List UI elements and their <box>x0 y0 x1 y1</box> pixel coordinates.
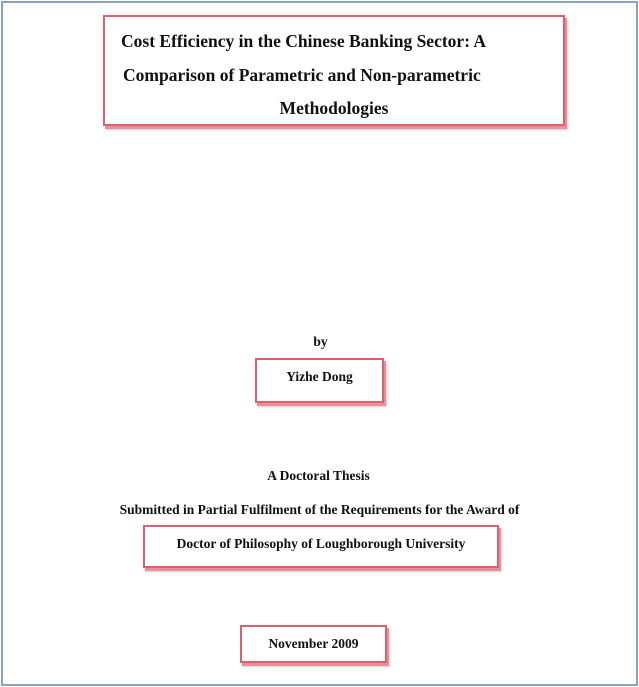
date-box <box>240 625 387 663</box>
submission-statement: Submitted in Partial Fulfilment of the Requirements for the Award of <box>119 502 520 517</box>
title-box <box>103 15 565 126</box>
title-line-1: Cost Efficiency in the Chinese Banking Sector: A <box>121 31 487 51</box>
degree-box <box>143 525 499 568</box>
degree-name: Doctor of Philosophy of Loughborough University <box>176 536 466 551</box>
thesis-type: A Doctoral Thesis <box>267 468 370 483</box>
author-name: Yizhe Dong <box>286 369 353 384</box>
title-line-3: Methodologies <box>279 98 389 118</box>
author-box <box>255 358 384 403</box>
submission-date: November 2009 <box>268 636 359 651</box>
title-line-2: Comparison of Parametric and Non-parametric <box>123 65 481 85</box>
byline: by <box>313 334 328 349</box>
